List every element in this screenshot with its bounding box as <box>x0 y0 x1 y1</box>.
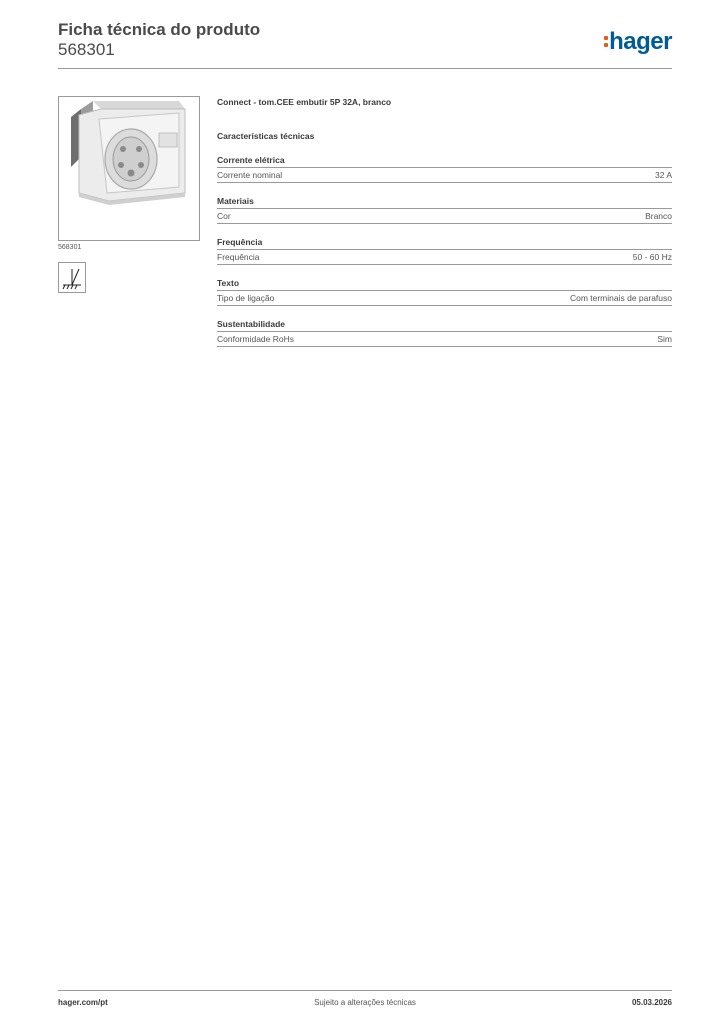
spec-row <box>217 331 672 347</box>
spec-value: Com terminais de parafuso <box>569 293 672 303</box>
page-header <box>58 20 672 70</box>
product-name: Connect - tom.CEE embutir 5P 32A, branco <box>217 97 392 107</box>
spec-group <box>217 155 672 183</box>
spec-group-title: Materiais <box>217 196 254 206</box>
spec-label: Tipo de ligação <box>217 293 275 303</box>
socket-outlet-illustration <box>59 97 199 240</box>
image-caption: 568301 <box>58 244 82 251</box>
footer-divider <box>58 990 672 991</box>
spec-label: Frequência <box>217 252 260 262</box>
spec-group-title: Frequência <box>217 237 263 247</box>
spec-row <box>217 208 672 224</box>
specifications-panel <box>217 96 672 347</box>
spec-group <box>217 196 672 224</box>
ground-symbol-icon <box>58 262 86 293</box>
product-number: 568301 <box>58 40 115 59</box>
socket-outlet-image <box>58 96 200 241</box>
spec-value: Branco <box>645 211 672 221</box>
logo-dots-icon <box>604 33 608 49</box>
spec-group <box>217 319 672 347</box>
website-link[interactable]: hager.com/pt <box>58 998 108 1007</box>
section-title: Características técnicas <box>217 131 315 141</box>
spec-row <box>217 167 672 183</box>
footer-disclaimer: Sujeito a alterações técnicas <box>314 998 416 1007</box>
header-divider <box>58 68 672 69</box>
logo-text: hager <box>609 28 672 55</box>
spec-group <box>217 237 672 265</box>
spec-value: 50 - 60 Hz <box>632 252 672 262</box>
spec-label: Conformidade RoHs <box>217 334 295 344</box>
hager-logo <box>604 28 672 56</box>
spec-group-title: Sustentabilidade <box>217 319 286 329</box>
spec-label: Cor <box>217 211 231 221</box>
spec-group-title: Texto <box>217 278 240 288</box>
spec-value: Sim <box>657 334 672 344</box>
spec-label: Corrente nominal <box>217 170 283 180</box>
spec-row <box>217 290 672 306</box>
spec-group <box>217 278 672 306</box>
spec-group-title: Corrente elétrica <box>217 155 285 165</box>
footer-date: 05.03.2026 <box>631 998 672 1007</box>
spec-row <box>217 249 672 265</box>
spec-value: 32 A <box>654 170 672 180</box>
page-title: Ficha técnica do produto <box>58 20 261 39</box>
